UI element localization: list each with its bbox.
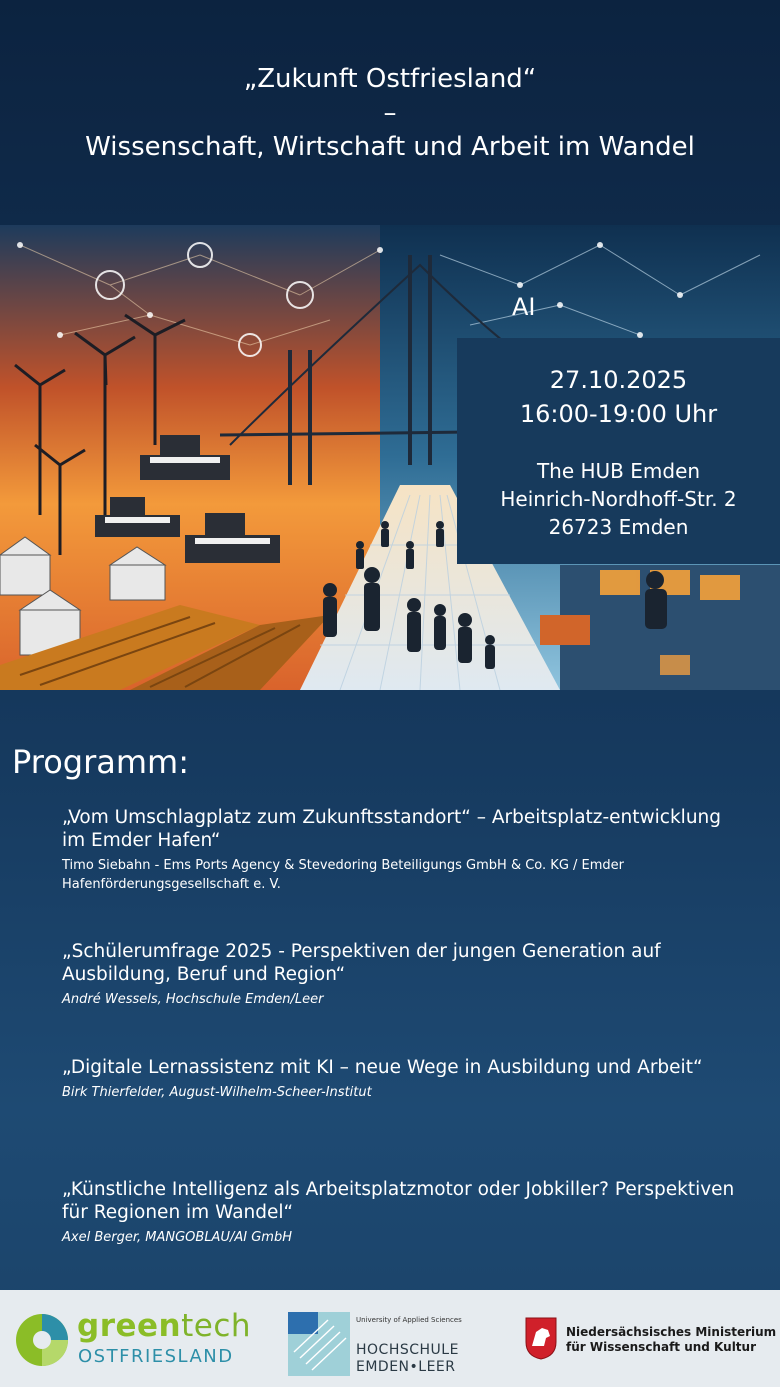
sponsor-footer — [0, 1290, 780, 1387]
hochschule-tagline: University of Applied Sciences — [356, 1316, 462, 1324]
program-item-title: „Künstliche Intelligenz als Arbeitsplatzmotor oder Jobkiller? Perspektiven für Regionen im Wandel“ — [62, 1179, 735, 1223]
program-item-speaker: Timo Siebahn - Ems Ports Agency & Stevedoring Beteiligungs GmbH & Co. KG / Emder Hafenförderungsgesellschaft e. V. — [62, 858, 625, 892]
niedersachsen-crest-icon — [524, 1316, 558, 1360]
program-item-title: „Schülerumfrage 2025 - Perspektiven der jungen Generation auf Ausbildung, Beruf und Region“ — [62, 941, 661, 985]
title-dash: – — [383, 98, 397, 128]
program-heading: Programm: — [12, 743, 189, 781]
program-item-speaker: Axel Berger, MANGOBLAU/AI GmbH — [62, 1230, 292, 1245]
program-item-speaker: Birk Thierfelder, August-Wilhelm-Scheer-Institut — [62, 1085, 372, 1100]
event-title — [0, 62, 780, 164]
program-item — [62, 806, 742, 894]
program-item — [62, 1056, 742, 1102]
greentech-subtitle: OSTFRIESLAND — [78, 1346, 234, 1367]
program-item-speaker: André Wessels, Hochschule Emden/Leer — [62, 992, 324, 1007]
hochschule-name: HOCHSCHULE EMDEN•LEER — [356, 1342, 459, 1375]
title-line-1: „Zukunft Ostfriesland“ — [243, 64, 537, 94]
ai-label: AI — [512, 293, 536, 321]
program-item-title: „Vom Umschlagplatz zum Zukunftsstandort“ – Arbeitsplatz-entwicklung im Emder Hafen“ — [62, 807, 722, 851]
event-city: 26723 Emden — [548, 515, 689, 539]
event-street: Heinrich-Nordhoff-Str. 2 — [500, 487, 737, 511]
event-time: 16:00-19:00 Uhr — [519, 400, 718, 428]
program-item — [62, 1178, 742, 1247]
program-item-title: „Digitale Lernassistenz mit KI – neue Wege in Ausbildung und Arbeit“ — [62, 1057, 703, 1078]
title-line-3: Wissenschaft, Wirtschaft und Arbeit im Wandel — [85, 132, 695, 162]
greentech-logo-icon — [14, 1312, 70, 1368]
ministry-name: Niedersächsisches Ministerium für Wissenschaft und Kultur — [566, 1325, 777, 1354]
event-info-box — [457, 338, 780, 564]
event-venue: The HUB Emden — [536, 459, 701, 483]
event-date: 27.10.2025 — [549, 366, 688, 394]
hochschule-logo-icon — [288, 1312, 350, 1376]
greentech-wordmark: greentech — [77, 1308, 252, 1344]
program-item — [62, 940, 742, 1009]
